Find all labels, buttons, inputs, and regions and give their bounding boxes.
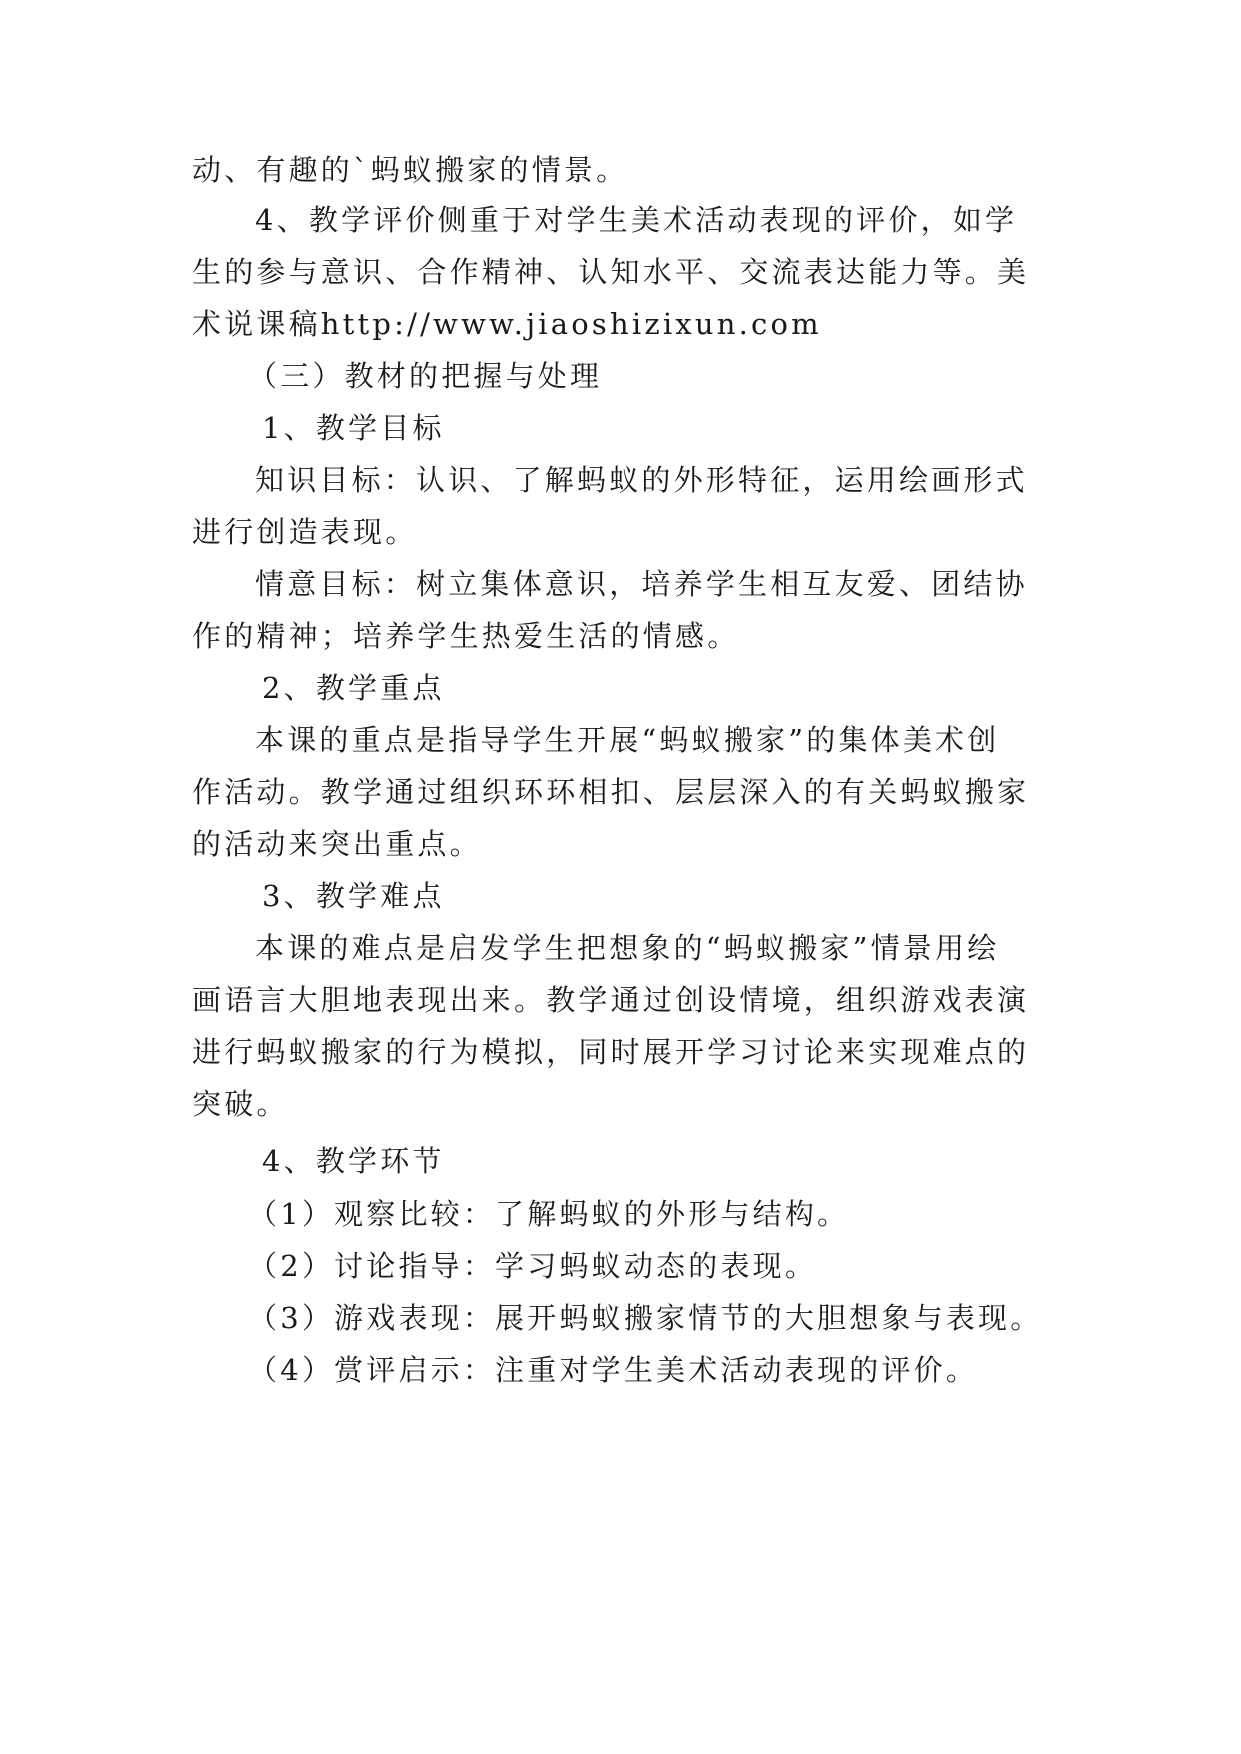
text-line-3: 生的参与意识、合作精神、认知水平、交流表达能力等。美: [192, 255, 1030, 289]
text-line-1: 动、有趣的`蚂蚁搬家的情景。: [192, 153, 629, 187]
step-item-4: （4）赏评启示：注重对学生美术活动表现的评价。: [248, 1353, 979, 1387]
text-line-19: 突破。: [192, 1087, 289, 1121]
step-item-2: （2）讨论指导：学习蚂蚁动态的表现。: [248, 1249, 818, 1283]
text-line-18: 进行蚂蚁搬家的行为模拟，同时展开学习讨论来实现难点的: [192, 1035, 1030, 1069]
text-line-2: 4、教学评价侧重于对学生美术活动表现的评价，如学: [255, 203, 1018, 237]
text-line-8: 进行创造表现。: [192, 515, 418, 549]
section-heading: （三）教材的把握与处理: [248, 359, 603, 393]
subheading-teaching-steps: 4、教学环节: [262, 1144, 445, 1178]
step-item-3: （3）游戏表现：展开蚂蚁搬家情节的大胆想象与表现。: [248, 1301, 1043, 1335]
subheading-difficulties: 3、教学难点: [262, 879, 445, 913]
text-line-14: 的活动来突出重点。: [192, 827, 482, 861]
text-line-17: 画语言大胆地表现出来。教学通过创设情境，组织游戏表演: [192, 983, 1030, 1017]
text-line-12: 本课的重点是指导学生开展“蚂蚁搬家”的集体美术创: [255, 723, 1000, 757]
text-line-7: 知识目标：认识、了解蚂蚁的外形特征，运用绘画形式: [255, 463, 1028, 497]
text-line-10: 作的精神；培养学生热爱生活的情感。: [192, 619, 740, 653]
subheading-teaching-goals: 1、教学目标: [262, 411, 445, 445]
text-line-9: 情意目标：树立集体意识，培养学生相互友爱、团结协: [255, 567, 1028, 601]
text-line-16: 本课的难点是启发学生把想象的“蚂蚁搬家”情景用绘: [255, 931, 1000, 965]
text-line-13: 作活动。教学通过组织环环相扣、层层深入的有关蚂蚁搬家: [192, 775, 1030, 809]
text-line-4: 术说课稿http://www.jiaoshizixun.com: [192, 307, 822, 341]
subheading-key-points: 2、教学重点: [262, 671, 445, 705]
step-item-1: （1）观察比较：了解蚂蚁的外形与结构。: [248, 1197, 850, 1231]
